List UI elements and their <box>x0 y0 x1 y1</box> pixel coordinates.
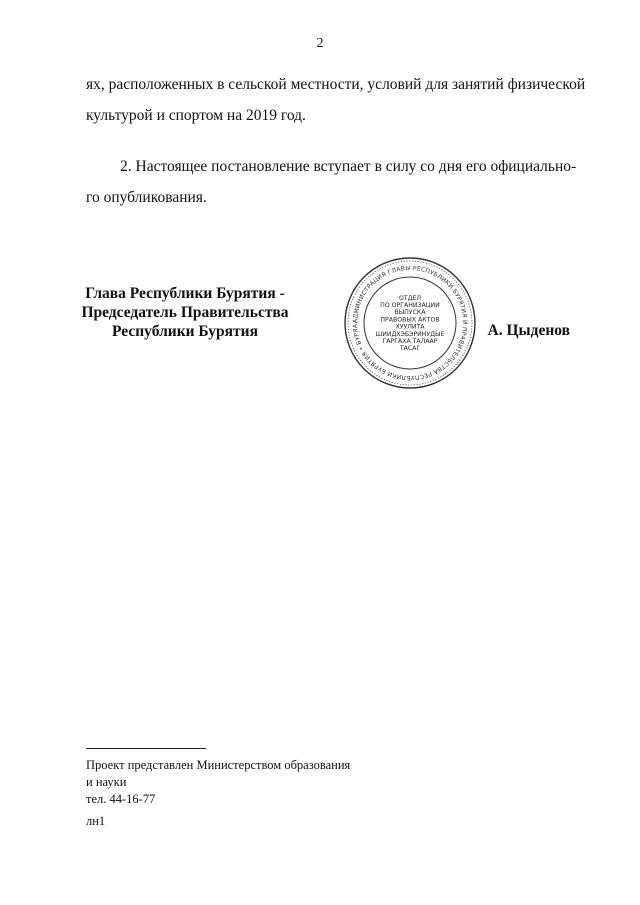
seal-ring-text: АДМИНИСТРАЦИЯ ГЛАВЫ РЕСПУБЛИКИ БУРЯТИЯ И ПРАВИТЕЛЬСТВА РЕСПУБЛИКИ БУРЯТИЯ • БУРЯА <box>351 264 469 382</box>
seal-center-line: ОТДЕЛ <box>398 294 422 302</box>
footnote-divider <box>86 748 206 749</box>
seal-center-line: ТАСАГ <box>399 345 421 353</box>
seal-center-line: ШИИДХЭБЭРИНУДЫЕ <box>375 330 445 338</box>
official-seal-stamp <box>343 256 477 390</box>
seal-center-text <box>376 295 445 352</box>
signatory-name: А. Цыденов <box>487 322 570 339</box>
footnote-code: лн1 <box>86 814 106 828</box>
paragraph-2-line-2: го опубликования. <box>86 189 207 206</box>
seal-graphic <box>343 256 477 390</box>
signatory-title-line-3: Республики Бурятия <box>112 323 258 340</box>
paragraph-1-line-1: ях, расположенных в сельской местности, условий для занятий физической <box>86 76 586 93</box>
seal-center-line: ХУУЛИТА <box>395 323 425 331</box>
signatory-title-line-1: Глава Республики Бурятия - <box>85 285 285 302</box>
paragraph-2-line-1: 2. Настоящее постановление вступает в силу со дня его официально- <box>120 158 577 175</box>
seal-center-line: ГАРГАХА ТАЛААР <box>382 338 438 345</box>
footnote-phone: тел. 44-16-77 <box>86 792 156 806</box>
page-number: 2 <box>316 36 324 51</box>
seal-center-line: ПРАВОВЫХ АКТОВ <box>380 316 440 324</box>
paragraph-1-line-2: культурой и спортом на 2019 год. <box>86 107 306 124</box>
footnote-line-1: Проект представлен Министерством образования <box>86 758 351 772</box>
seal-center-line: ВЫПУСКА <box>394 309 426 317</box>
seal-center-line: ПО ОРГАНИЗАЦИИ <box>380 302 440 309</box>
signatory-title <box>60 284 310 341</box>
footnote-line-2: и науки <box>86 775 127 789</box>
signatory-title-line-2: Председатель Правительства <box>81 304 289 321</box>
